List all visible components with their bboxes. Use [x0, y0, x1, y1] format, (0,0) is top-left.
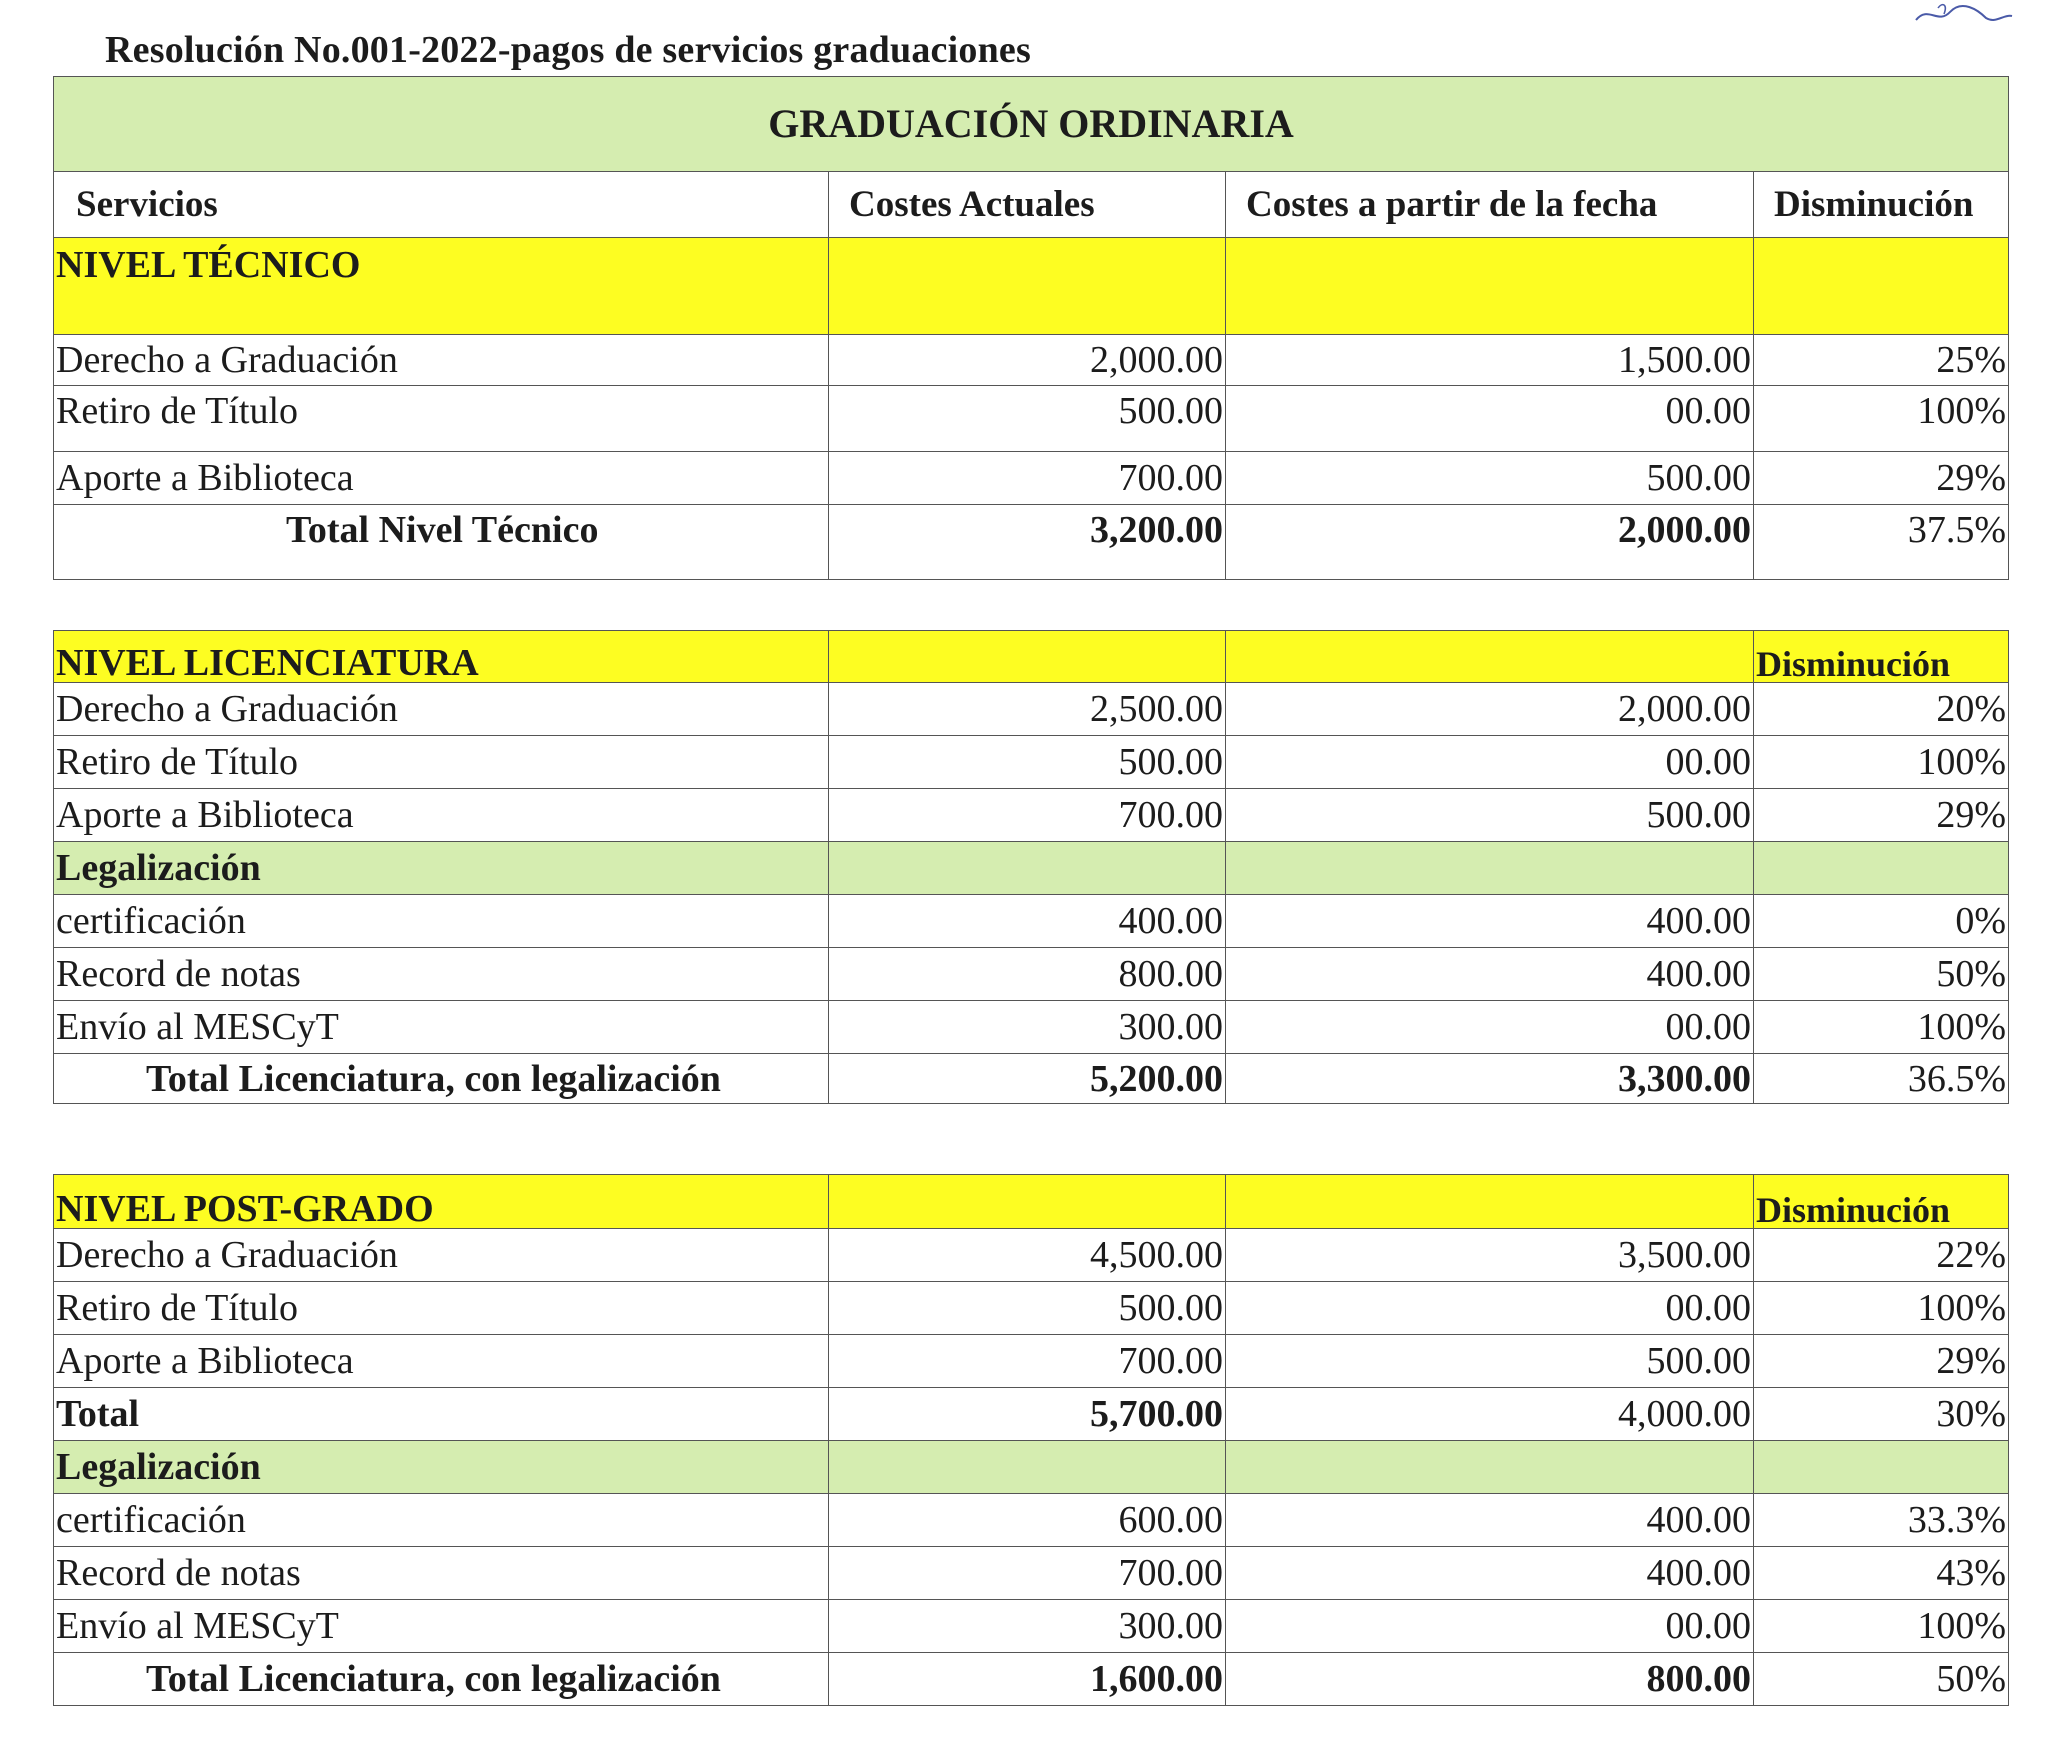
table-row	[54, 1494, 2009, 1547]
table-row	[54, 452, 2009, 505]
service-name: certificación	[54, 895, 829, 948]
section-nivel-post-grado: NIVEL POST-GRADO	[54, 1175, 829, 1229]
cost-new: 00.00	[1226, 386, 1754, 452]
total-row	[54, 505, 2009, 580]
cost-new: 00.00	[1226, 736, 1754, 789]
decrease: 0%	[1754, 895, 2009, 948]
cost-new: 400.00	[1226, 1547, 1754, 1600]
service-name: Derecho a Graduación	[54, 683, 829, 736]
decrease: 20%	[1754, 683, 2009, 736]
document-title: Resolución No.001-2022-pagos de servicios graduaciones	[105, 29, 1031, 71]
cost-new: 500.00	[1226, 452, 1754, 505]
header-costes-nuevos: Costes a partir de la fecha	[1226, 172, 1754, 238]
decrease: 43%	[1754, 1547, 2009, 1600]
table-row	[54, 683, 2009, 736]
table-row	[54, 789, 2009, 842]
cost-new: 3,500.00	[1226, 1229, 1754, 1282]
decrease: 100%	[1754, 1600, 2009, 1653]
legalizacion-label: Legalización	[54, 1441, 829, 1494]
total-label: Total Licenciatura, con legalización	[54, 1653, 829, 1706]
total-decrease: 50%	[1754, 1653, 2009, 1706]
legalizacion-label: Legalización	[54, 842, 829, 895]
cost-actual: 4,500.00	[829, 1229, 1226, 1282]
table-row	[54, 948, 2009, 1001]
cost-actual: 500.00	[829, 1282, 1226, 1335]
cost-actual: 700.00	[829, 789, 1226, 842]
decrease: 25%	[1754, 335, 2009, 386]
table-row	[54, 335, 2009, 386]
cost-actual: 600.00	[829, 1494, 1226, 1547]
service-name: certificación	[54, 1494, 829, 1547]
service-name: Derecho a Graduación	[54, 335, 829, 386]
table-nivel-tecnico	[53, 76, 2009, 580]
cost-actual: 700.00	[829, 452, 1226, 505]
total-new: 3,300.00	[1226, 1054, 1754, 1104]
service-name: Retiro de Título	[54, 386, 829, 452]
total-new: 800.00	[1226, 1653, 1754, 1706]
header-disminucion: Disminución	[1754, 172, 2009, 238]
subtotal-row	[54, 1388, 2009, 1441]
service-name: Record de notas	[54, 948, 829, 1001]
table-row	[54, 1335, 2009, 1388]
service-name: Aporte a Biblioteca	[54, 452, 829, 505]
cost-actual: 500.00	[829, 386, 1226, 452]
cost-actual: 700.00	[829, 1335, 1226, 1388]
total-actual: 5,200.00	[829, 1054, 1226, 1104]
cost-actual: 800.00	[829, 948, 1226, 1001]
service-name: Retiro de Título	[54, 736, 829, 789]
header-disminucion: Disminución	[1754, 631, 2009, 683]
service-name: Record de notas	[54, 1547, 829, 1600]
total-decrease: 36.5%	[1754, 1054, 2009, 1104]
table-row	[54, 895, 2009, 948]
cost-actual: 300.00	[829, 1600, 1226, 1653]
service-name: Envío al MESCyT	[54, 1600, 829, 1653]
cost-actual: 400.00	[829, 895, 1226, 948]
total-actual: 3,200.00	[829, 505, 1226, 580]
decrease: 33.3%	[1754, 1494, 2009, 1547]
header-servicios: Servicios	[54, 172, 829, 238]
decrease: 29%	[1754, 1335, 2009, 1388]
table-row	[54, 1282, 2009, 1335]
table-row	[54, 1547, 2009, 1600]
table-row	[54, 1229, 2009, 1282]
header-costes-actuales: Costes Actuales	[829, 172, 1226, 238]
decrease: 100%	[1754, 386, 2009, 452]
cost-actual: 500.00	[829, 736, 1226, 789]
signature-mark	[1908, 0, 2018, 30]
cost-new: 400.00	[1226, 948, 1754, 1001]
subtotal-new: 4,000.00	[1226, 1388, 1754, 1441]
table-row	[54, 386, 2009, 452]
cost-actual: 300.00	[829, 1001, 1226, 1054]
cost-new: 500.00	[1226, 1335, 1754, 1388]
cost-actual: 700.00	[829, 1547, 1226, 1600]
cost-new: 00.00	[1226, 1600, 1754, 1653]
service-name: Derecho a Graduación	[54, 1229, 829, 1282]
table-row	[54, 1001, 2009, 1054]
table-row	[54, 736, 2009, 789]
cost-new: 400.00	[1226, 1494, 1754, 1547]
decrease: 50%	[1754, 948, 2009, 1001]
service-name: Aporte a Biblioteca	[54, 789, 829, 842]
total-row	[54, 1653, 2009, 1706]
cost-new: 400.00	[1226, 895, 1754, 948]
cost-new: 1,500.00	[1226, 335, 1754, 386]
cost-new: 500.00	[1226, 789, 1754, 842]
decrease: 29%	[1754, 789, 2009, 842]
decrease: 29%	[1754, 452, 2009, 505]
service-name: Aporte a Biblioteca	[54, 1335, 829, 1388]
section-nivel-licenciatura: NIVEL LICENCIATURA	[54, 631, 829, 683]
cost-new: 2,000.00	[1226, 683, 1754, 736]
total-row	[54, 1054, 2009, 1104]
total-new: 2,000.00	[1226, 505, 1754, 580]
table-nivel-post-grado	[53, 1174, 2009, 1706]
table-row	[54, 1600, 2009, 1653]
subtotal-label: Total	[54, 1388, 829, 1441]
decrease: 100%	[1754, 1282, 2009, 1335]
header-disminucion: Disminución	[1754, 1175, 2009, 1229]
total-actual: 1,600.00	[829, 1653, 1226, 1706]
cost-actual: 2,000.00	[829, 335, 1226, 386]
total-label: Total Nivel Técnico	[54, 505, 829, 580]
cost-actual: 2,500.00	[829, 683, 1226, 736]
subtotal-actual: 5,700.00	[829, 1388, 1226, 1441]
service-name: Envío al MESCyT	[54, 1001, 829, 1054]
decrease: 22%	[1754, 1229, 2009, 1282]
cost-new: 00.00	[1226, 1001, 1754, 1054]
section-nivel-tecnico: NIVEL TÉCNICO	[54, 238, 829, 335]
decrease: 100%	[1754, 736, 2009, 789]
banner-graduacion-ordinaria: GRADUACIÓN ORDINARIA	[54, 77, 2009, 172]
total-decrease: 37.5%	[1754, 505, 2009, 580]
service-name: Retiro de Título	[54, 1282, 829, 1335]
table-nivel-licenciatura	[53, 630, 2009, 1104]
cost-new: 00.00	[1226, 1282, 1754, 1335]
subtotal-decrease: 30%	[1754, 1388, 2009, 1441]
total-label: Total Licenciatura, con legalización	[54, 1054, 829, 1104]
decrease: 100%	[1754, 1001, 2009, 1054]
